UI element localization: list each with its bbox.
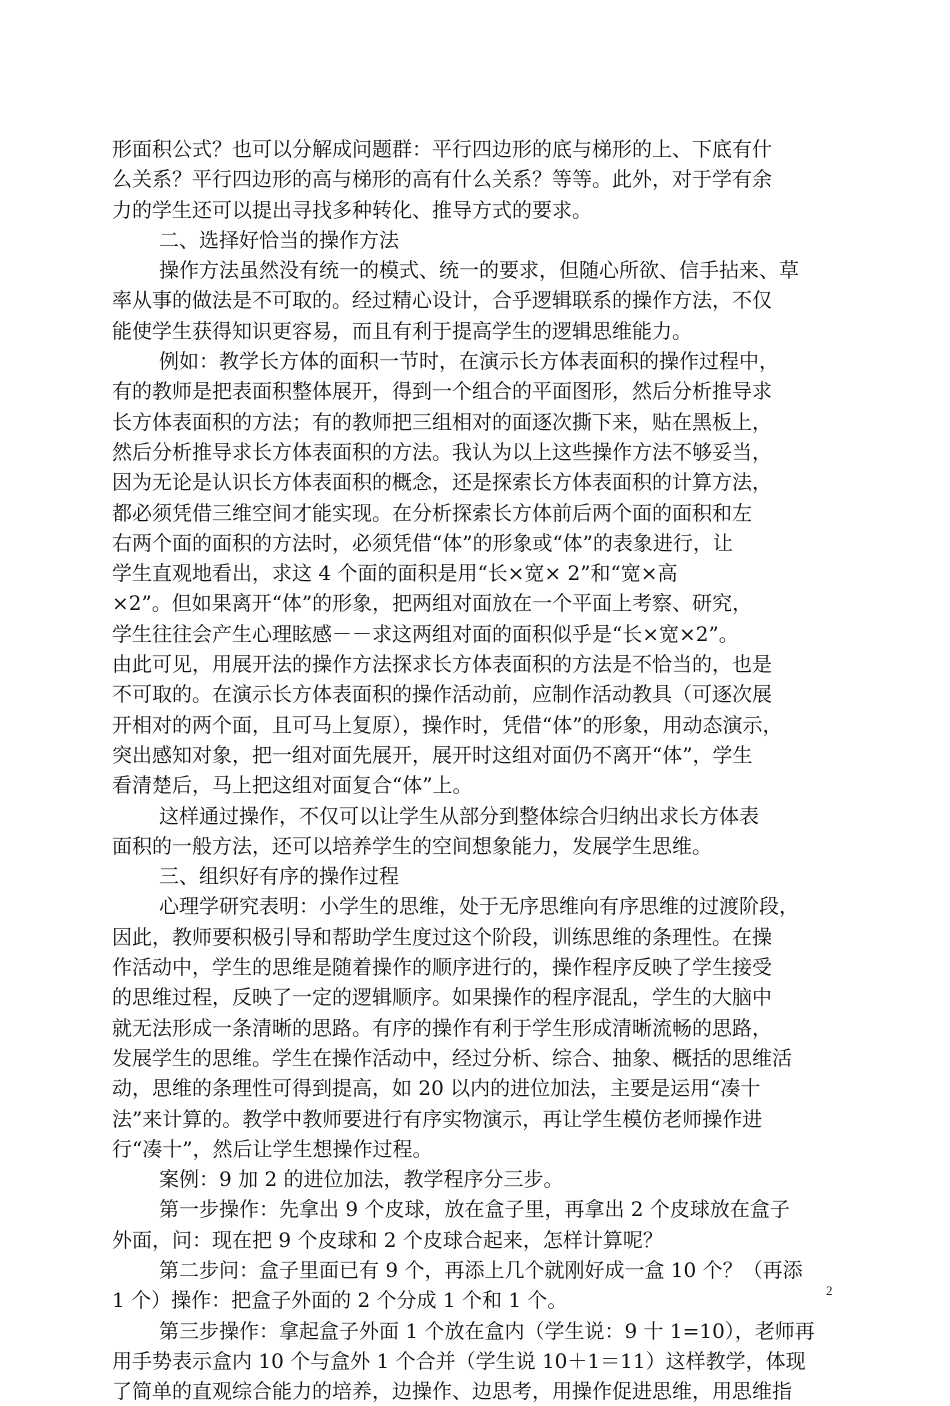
paragraph xyxy=(112,891,838,1164)
text-line: 就无法形成一条清晰的思路。有序的操作有利于学生形成清晰流畅的思路， xyxy=(112,1015,772,1040)
text-line: 外面，问：现在把 9 个皮球和 2 个皮球合起来，怎样计算呢？ xyxy=(112,1227,663,1252)
section-heading xyxy=(112,861,838,891)
text-line: 第二步问：盒子里面已有 9 个，再添上几个就刚好成一盒 10 个？（再添 xyxy=(159,1257,803,1282)
section-heading xyxy=(112,225,838,255)
text-line: 第三步操作：拿起盒子外面 1 个放在盒内（学生说：9 十 1=10），老师再 xyxy=(159,1318,815,1343)
text-line: 这样通过操作，不仅可以让学生从部分到整体综合归纳出求长方体表 xyxy=(159,803,759,828)
text-line: 的思维过程，反映了一定的逻辑顺序。如果操作的程序混乱，学生的大脑中 xyxy=(112,985,772,1010)
text-line: 力的学生还可以提出寻找多种转化、推导方式的要求。 xyxy=(112,197,592,222)
paragraph xyxy=(112,255,838,346)
text-line: 因为无论是认识长方体表面积的概念，还是探索长方体表面积的计算方法， xyxy=(112,470,772,495)
text-line: 操作方法虽然没有统一的模式、统一的要求，但随心所欲、信手拈来、草 xyxy=(159,258,799,283)
text-line: 由此可见，用展开法的操作方法探求长方体表面积的方法是不恰当的，也是 xyxy=(112,652,772,677)
text-line: 率从事的做法是不可取的。经过精心设计，合乎逻辑联系的操作方法，不仅 xyxy=(112,288,772,313)
text-line: 学生直观地看出，求这 4 个面的面积是用“长×宽× 2”和“宽×高 xyxy=(112,561,678,586)
text-line: 学生往往会产生心理眩感－－求这两组对面的面积似乎是“长×宽×2”。 xyxy=(112,621,739,646)
page-number: 2 xyxy=(826,1283,833,1298)
text-line: 面积的一般方法，还可以培养学生的空间想象能力，发展学生思维。 xyxy=(112,833,712,858)
text-line: 例如：教学长方体的面积一节时，在演示长方体表面积的操作过程中， xyxy=(159,349,779,374)
text-line: 1 个）操作：把盒子外面的 2 个分成 1 个和 1 个。 xyxy=(112,1288,568,1313)
text-line: 看清楚后，马上把这组对面复合“体”上。 xyxy=(112,773,473,798)
text-line: 发展学生的思维。学生在操作活动中，经过分析、综合、抽象、概括的思维活 xyxy=(112,1045,792,1070)
text-line: 形面积公式？也可以分解成问题群：平行四边形的底与梯形的上、下底有什 xyxy=(112,137,772,161)
text-line: 右两个面的面积的方法时，必须凭借“体”的形象或“体”的表象进行，让 xyxy=(112,530,733,555)
text-line: 心理学研究表明：小学生的思维，处于无序思维向有序思维的过渡阶段， xyxy=(159,894,799,919)
text-line: 开相对的两个面，且可马上复原），操作时，凭借“体”的形象，用动态演示， xyxy=(112,712,783,737)
paragraph xyxy=(112,346,838,800)
paragraph xyxy=(112,1255,838,1316)
paragraph xyxy=(112,801,838,862)
paragraph xyxy=(112,1194,838,1255)
text-line: 因此，教师要积极引导和帮助学生度过这个阶段，训练思维的条理性。在操 xyxy=(112,924,772,949)
text-line: 动，思维的条理性可得到提高，如 20 以内的进位加法，主要是运用“凑十 xyxy=(112,1076,761,1101)
text-line: 然后分析推导求长方体表面积的方法。我认为以上这些操作方法不够妥当， xyxy=(112,439,772,464)
paragraph xyxy=(112,1316,838,1406)
text-line: 突出感知对象，把一组对面先展开，展开时这组对面仍不离开“体”，学生 xyxy=(112,742,753,767)
document-body xyxy=(112,134,838,1406)
text-line: 么关系？平行四边形的高与梯形的高有什么关系？等等。此外，对于学有余 xyxy=(112,167,772,192)
text-line: 能使学生获得知识更容易，而且有利于提高学生的逻辑思维能力。 xyxy=(112,318,692,343)
text-line: 第一步操作：先拿出 9 个皮球，放在盒子里，再拿出 2 个皮球放在盒子 xyxy=(159,1197,790,1222)
heading-text: 三、组织好有序的操作过程 xyxy=(159,864,399,889)
text-line: 作活动中，学生的思维是随着操作的顺序进行的，操作程序反映了学生接受 xyxy=(112,955,772,980)
text-line: 不可取的。在演示长方体表面积的操作活动前，应制作活动教具（可逐次展 xyxy=(112,682,772,707)
paragraph xyxy=(112,134,838,225)
text-line: 案例：9 加 2 的进位加法，教学程序分三步。 xyxy=(159,1167,564,1192)
text-line: 行“凑十”，然后让学生想操作过程。 xyxy=(112,1136,433,1161)
text-line: ×2”。但如果离开“体”的形象，把两组对面放在一个平面上考察、研究， xyxy=(112,591,753,616)
text-line: 长方体表面积的方法；有的教师把三组相对的面逐次撕下来，贴在黑板上， xyxy=(112,409,772,434)
heading-text: 二、选择好恰当的操作方法 xyxy=(159,227,399,252)
text-line: 有的教师是把表面积整体展开，得到一个组合的平面图形，然后分析推导求 xyxy=(112,379,772,404)
text-line: 都必须凭借三维空间才能实现。在分析探索长方体前后两个面的面积和左 xyxy=(112,500,752,525)
paragraph xyxy=(112,1164,838,1194)
text-line: 用手势表示盒内 10 个与盒外 1 个合并（学生说 10＋1＝11）这样教学，体现 xyxy=(112,1348,806,1373)
text-line: 法”来计算的。教学中教师要进行有序实物演示，再让学生模仿老师操作进 xyxy=(112,1106,763,1131)
text-line: 了简单的直观综合能力的培养，边操作、边思考，用操作促进思维，用思维指 xyxy=(112,1379,792,1404)
